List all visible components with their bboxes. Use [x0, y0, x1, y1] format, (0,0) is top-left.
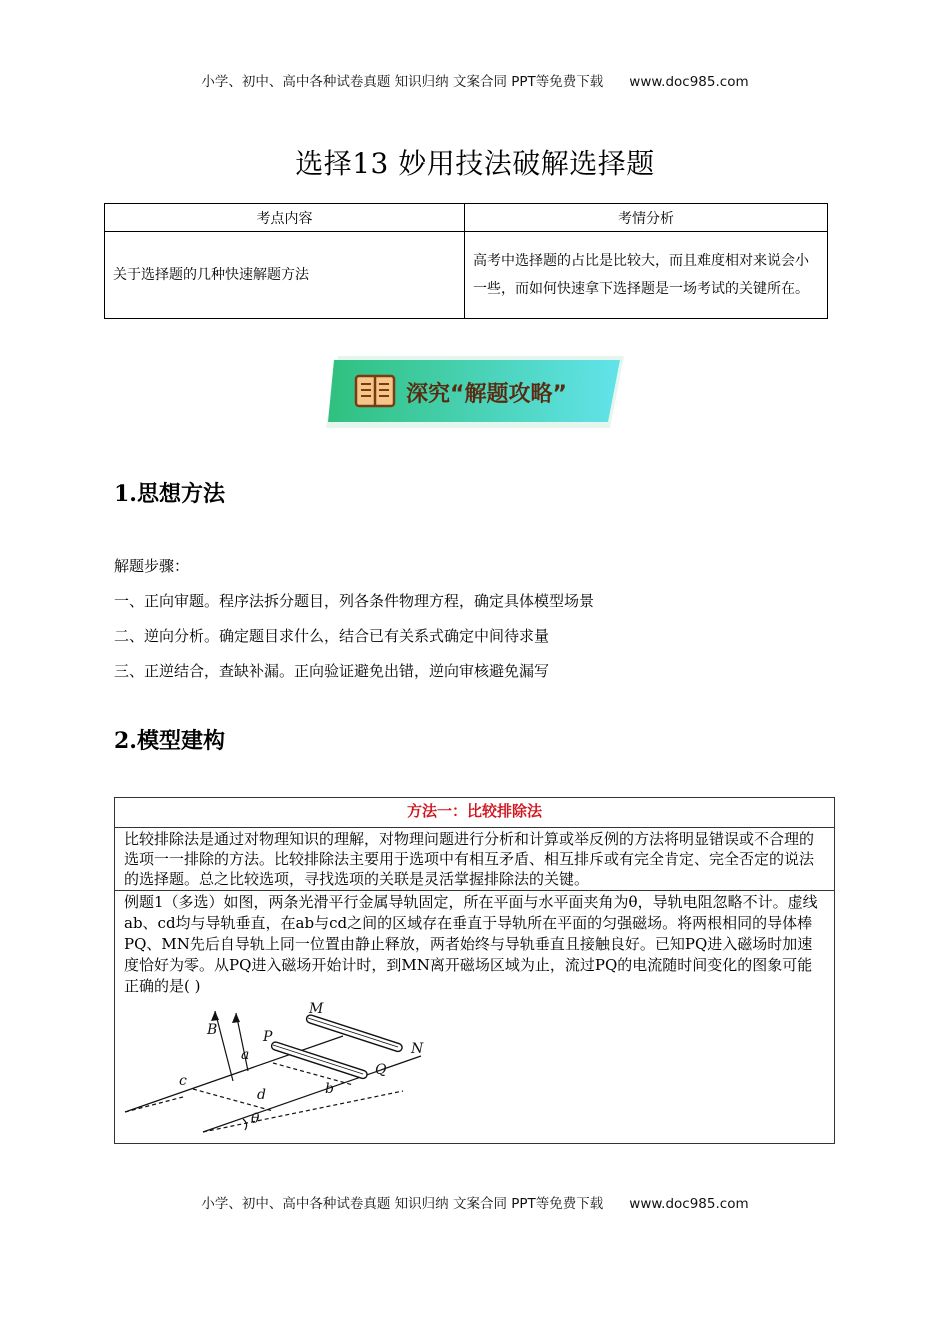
label-theta: θ: [251, 1111, 260, 1127]
label-N: N: [411, 1041, 424, 1057]
rail-diagram: [123, 1001, 433, 1136]
section1-intro: 解题步骤：: [114, 557, 190, 575]
label-M: M: [309, 1001, 324, 1017]
base-dashed-1: [125, 1097, 183, 1112]
table-row: [105, 232, 828, 319]
example-question: 例题1（多选）如图，两条光滑平行金属导轨固定，所在平面与水平面夹角为θ，导轨电阻忽略不计。虚线ab、cd均与导轨垂直，在ab与cd之间的区域存在垂直于导轨所在平面的匀强磁场。将两根相同的导体棒PQ、MN先后自导轨上同一位置由静止释放，两者始终与导轨垂直且接触良好。已知PQ进入磁场时加速度恰好为零。从PQ进入磁场开始计时，到MN离开磁场区域为止，流过PQ的电流随时间变化的图象可能正确的是( ): [124, 893, 818, 995]
exam-analysis-table: [104, 203, 828, 319]
rod-pq: [271, 1041, 369, 1080]
table-header-analysis: 考情分析: [465, 204, 828, 232]
section-banner: [326, 356, 624, 428]
rod-mn: [306, 1014, 404, 1053]
table-cell-analysis: 高考中选择题的占比是比较大，而且难度相对来说会小一些，而如何快速拿下选择题是一场考试的关键所在。: [465, 232, 828, 319]
step-3: 三、正逆结合，查缺补漏。正向验证避免出错，逆向审核避免漏写: [114, 662, 550, 680]
method-description: 比较排除法是通过对物理知识的理解，对物理问题进行分析和计算或举反例的方法将明显错误或不合理的选项一一排除的方法。比较排除法主要用于选项中有相互矛盾、相互排斥或有完全肯定、完全否定的说法的选择题。总之比较选项，寻找选项的关联是灵活掌握排除法的关键。: [115, 828, 834, 891]
page-header: [0, 70, 950, 90]
theta-arc: [243, 1119, 247, 1130]
banner-graphic: [326, 356, 624, 428]
page-title: 选择13 妙用技法破解选择题: [295, 147, 655, 180]
step-2: 二、逆向分析。确定题目求什么，结合已有关系式确定中间待求量: [114, 627, 550, 645]
header-site-link[interactable]: www.doc985.com: [629, 74, 749, 90]
arrow-head-icon: [232, 1013, 240, 1023]
table-header-content: 考点内容: [105, 204, 465, 232]
label-a: a: [241, 1047, 250, 1063]
b-field-arrow-1: [215, 1011, 233, 1081]
label-d: d: [257, 1087, 266, 1103]
label-c: c: [179, 1073, 187, 1089]
footer-tagline: 小学、初中、高中各种试卷真题 知识归纳 文案合同 PPT等免费下载: [201, 1196, 604, 1212]
label-Q: Q: [375, 1062, 387, 1078]
table-cell-content: 关于选择题的几种快速解题方法: [105, 232, 465, 319]
step-1: 一、正向审题。程序法拆分题目，列各条件物理方程，确定具体模型场景: [114, 592, 595, 610]
page-footer: [0, 1192, 950, 1212]
label-b: b: [325, 1081, 334, 1097]
footer-site-link[interactable]: www.doc985.com: [629, 1196, 749, 1212]
section1-heading: 1.思想方法: [114, 481, 225, 507]
label-B: B: [207, 1022, 218, 1038]
label-P: P: [263, 1029, 273, 1045]
header-tagline: 小学、初中、高中各种试卷真题 知识归纳 文案合同 PPT等免费下载: [201, 74, 604, 90]
method-title: 方法一：比较排除法: [115, 798, 834, 828]
banner-text: 深究“解题攻略”: [406, 382, 567, 407]
section2-heading: 2.模型建构: [114, 728, 225, 754]
method-box: [114, 797, 835, 1144]
arrow-head-icon: [211, 1011, 219, 1021]
book-icon: [356, 376, 394, 406]
